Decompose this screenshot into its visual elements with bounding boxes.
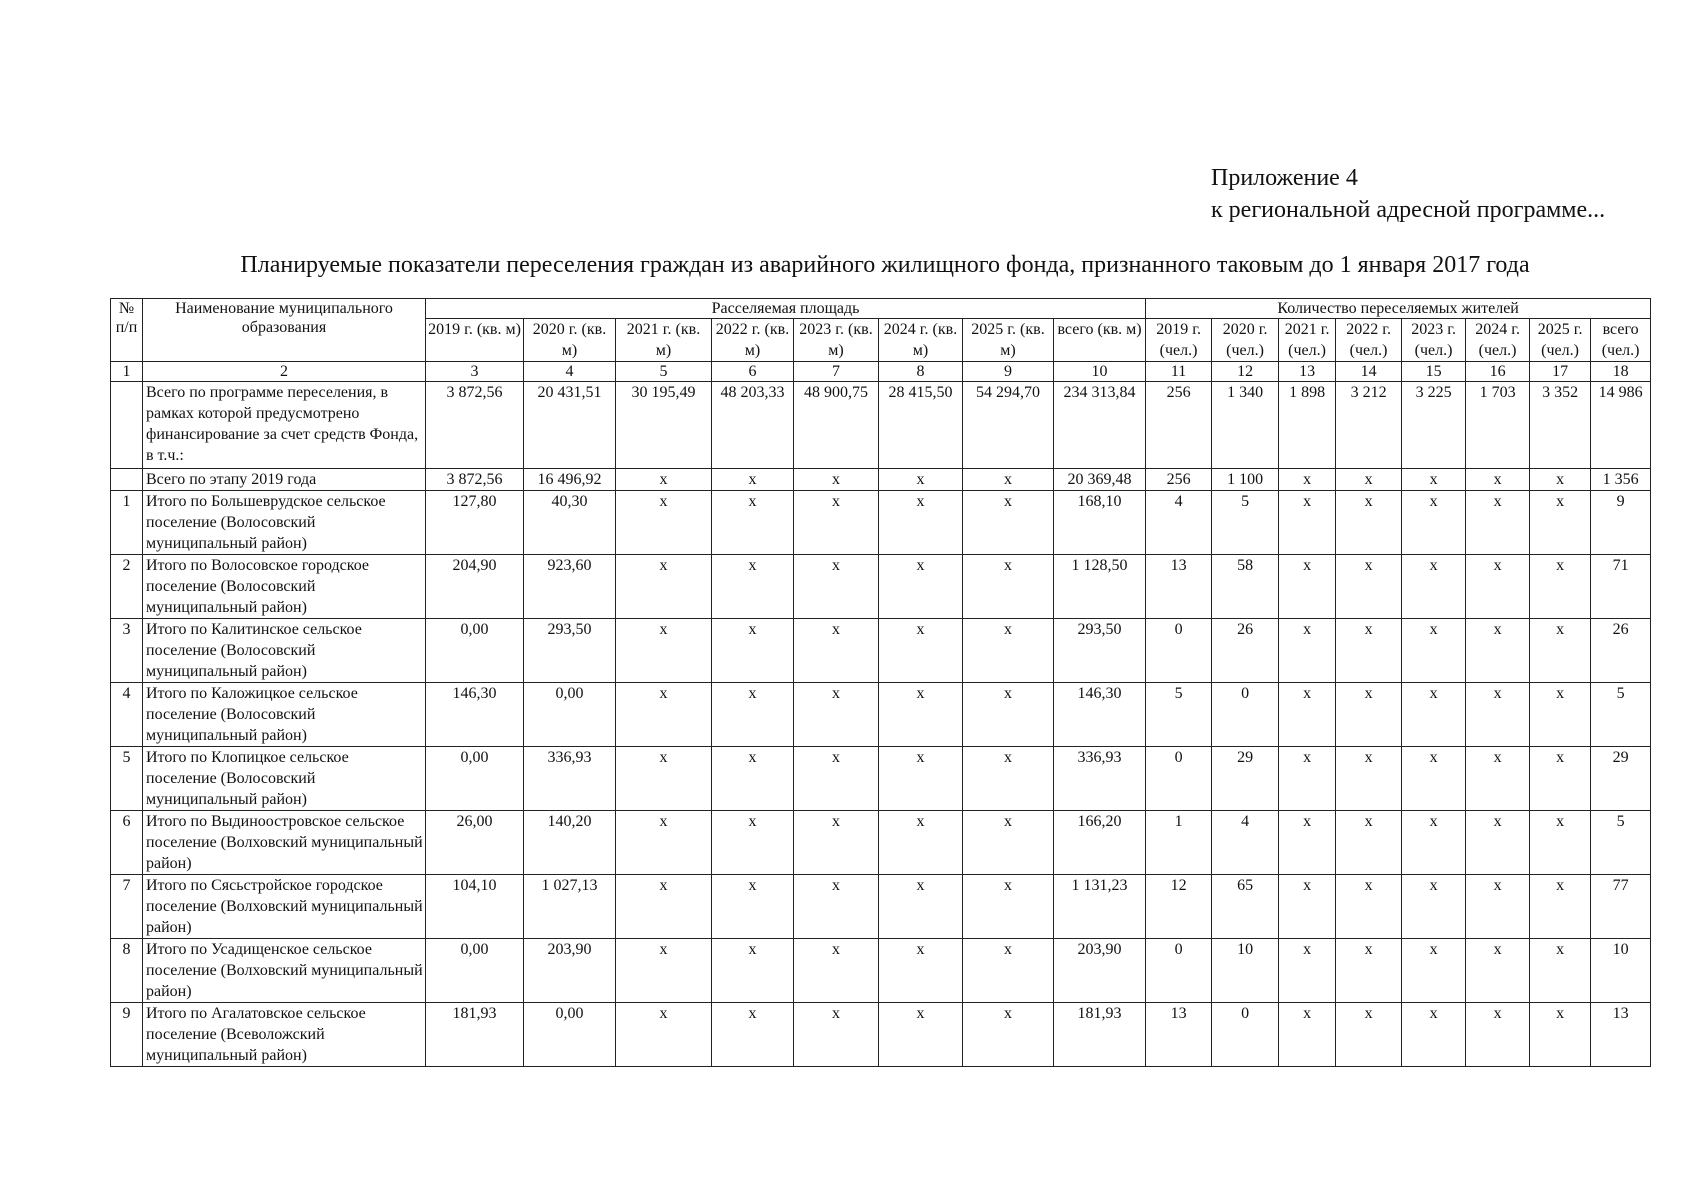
- residents-value: х: [1530, 747, 1591, 811]
- residents-value: х: [1402, 811, 1466, 875]
- municipality-name: Итого по Большеврудское сельское поселение (Волосовский муниципальный район): [143, 491, 426, 555]
- residents-value: 0: [1146, 747, 1212, 811]
- column-number: 2: [143, 362, 426, 382]
- area-value: х: [794, 555, 879, 619]
- residents-value: 71: [1591, 555, 1651, 619]
- area-value: 48 900,75: [794, 382, 879, 469]
- area-value: 293,50: [524, 619, 616, 683]
- residents-value: 5: [1591, 683, 1651, 747]
- area-value: х: [794, 491, 879, 555]
- area-value: х: [616, 555, 712, 619]
- column-number: 7: [794, 362, 879, 382]
- area-value: 181,93: [426, 1003, 524, 1067]
- residents-value: х: [1466, 555, 1530, 619]
- column-number: 9: [963, 362, 1054, 382]
- area-value: 336,93: [524, 747, 616, 811]
- residents-value: х: [1530, 683, 1591, 747]
- row-number: 6: [111, 811, 143, 875]
- area-value: х: [963, 811, 1054, 875]
- area-value: х: [712, 491, 794, 555]
- area-value: х: [616, 1003, 712, 1067]
- area-value: 336,93: [1054, 747, 1146, 811]
- row-number: 5: [111, 747, 143, 811]
- residents-value: 256: [1146, 469, 1212, 491]
- column-number: 15: [1402, 362, 1466, 382]
- header-residents-col: всего (чел.): [1591, 319, 1651, 362]
- residents-value: х: [1530, 555, 1591, 619]
- residents-value: х: [1466, 619, 1530, 683]
- area-value: х: [879, 1003, 963, 1067]
- column-number: 10: [1054, 362, 1146, 382]
- residents-value: 77: [1591, 875, 1651, 939]
- header-residents-col: 2024 г. (чел.): [1466, 319, 1530, 362]
- residents-value: х: [1402, 491, 1466, 555]
- table-row: [111, 747, 1651, 811]
- area-value: 54 294,70: [963, 382, 1054, 469]
- residents-value: 5: [1212, 491, 1279, 555]
- area-value: х: [616, 747, 712, 811]
- column-number: 1: [111, 362, 143, 382]
- area-value: х: [616, 619, 712, 683]
- table-row: [111, 939, 1651, 1003]
- residents-value: 12: [1146, 875, 1212, 939]
- residents-value: х: [1530, 875, 1591, 939]
- area-value: х: [794, 1003, 879, 1067]
- municipality-name: Всего по этапу 2019 года: [143, 469, 426, 491]
- header-residents-col: 2019 г. (чел.): [1146, 319, 1212, 362]
- area-value: х: [963, 619, 1054, 683]
- area-value: х: [963, 683, 1054, 747]
- column-number: 13: [1279, 362, 1336, 382]
- table-row: [111, 1003, 1651, 1067]
- residents-value: х: [1530, 491, 1591, 555]
- area-value: х: [794, 939, 879, 1003]
- header-residents-col: 2025 г. (чел.): [1530, 319, 1591, 362]
- row-number: 7: [111, 875, 143, 939]
- residents-value: 9: [1591, 491, 1651, 555]
- area-value: х: [712, 747, 794, 811]
- municipality-name: Итого по Агалатовское сельское поселение (Всеволожский муниципальный район): [143, 1003, 426, 1067]
- residents-value: х: [1336, 491, 1402, 555]
- row-number: 1: [111, 491, 143, 555]
- residents-value: х: [1336, 939, 1402, 1003]
- header-residents-col: 2021 г. (чел.): [1279, 319, 1336, 362]
- area-value: х: [712, 555, 794, 619]
- area-value: х: [616, 939, 712, 1003]
- area-value: х: [712, 1003, 794, 1067]
- residents-value: х: [1466, 469, 1530, 491]
- area-value: 204,90: [426, 555, 524, 619]
- area-value: 166,20: [1054, 811, 1146, 875]
- residents-value: х: [1336, 619, 1402, 683]
- residents-value: 29: [1212, 747, 1279, 811]
- residents-value: х: [1402, 1003, 1466, 1067]
- header-name: Наименование муниципального образования: [143, 299, 426, 362]
- residents-value: х: [1466, 811, 1530, 875]
- area-value: 20 431,51: [524, 382, 616, 469]
- header-residents-col: 2020 г. (чел.): [1212, 319, 1279, 362]
- area-value: х: [794, 811, 879, 875]
- residents-value: х: [1466, 683, 1530, 747]
- header-area-col: 2022 г. (кв. м): [712, 319, 794, 362]
- residents-value: 0: [1212, 683, 1279, 747]
- resettlement-table: [110, 298, 1651, 1067]
- table-row: [111, 811, 1651, 875]
- residents-value: х: [1530, 1003, 1591, 1067]
- residents-value: 10: [1212, 939, 1279, 1003]
- municipality-name: Итого по Усадищенское сельское поселение (Волховский муниципальный район): [143, 939, 426, 1003]
- table-row: [111, 683, 1651, 747]
- area-value: х: [963, 1003, 1054, 1067]
- residents-value: х: [1466, 1003, 1530, 1067]
- area-value: х: [712, 939, 794, 1003]
- residents-value: х: [1279, 555, 1336, 619]
- residents-value: х: [1279, 747, 1336, 811]
- residents-value: х: [1336, 875, 1402, 939]
- residents-value: 256: [1146, 382, 1212, 469]
- area-value: 20 369,48: [1054, 469, 1146, 491]
- header-residents-col: 2022 г. (чел.): [1336, 319, 1402, 362]
- residents-value: 4: [1146, 491, 1212, 555]
- residents-value: х: [1402, 555, 1466, 619]
- area-value: х: [879, 469, 963, 491]
- residents-value: х: [1279, 491, 1336, 555]
- area-value: х: [794, 747, 879, 811]
- municipality-name: Итого по Сясьстройское городское поселение (Волховский муниципальный район): [143, 875, 426, 939]
- residents-value: х: [1279, 619, 1336, 683]
- residents-value: х: [1530, 619, 1591, 683]
- area-value: 0,00: [524, 1003, 616, 1067]
- residents-value: 1 356: [1591, 469, 1651, 491]
- header-area-col: всего (кв. м): [1054, 319, 1146, 362]
- residents-value: х: [1279, 1003, 1336, 1067]
- table-row: [111, 469, 1651, 491]
- residents-value: 13: [1146, 1003, 1212, 1067]
- area-value: х: [712, 811, 794, 875]
- residents-value: х: [1402, 939, 1466, 1003]
- area-value: х: [794, 683, 879, 747]
- residents-value: х: [1279, 939, 1336, 1003]
- area-value: 28 415,50: [879, 382, 963, 469]
- header-residents-col: 2023 г. (чел.): [1402, 319, 1466, 362]
- header-area-col: 2020 г. (кв. м): [524, 319, 616, 362]
- area-value: 146,30: [1054, 683, 1146, 747]
- column-number: 4: [524, 362, 616, 382]
- area-value: х: [879, 555, 963, 619]
- area-value: 0,00: [524, 683, 616, 747]
- residents-value: х: [1530, 811, 1591, 875]
- residents-value: 1 703: [1466, 382, 1530, 469]
- residents-value: 26: [1212, 619, 1279, 683]
- area-value: х: [616, 683, 712, 747]
- residents-value: х: [1402, 683, 1466, 747]
- residents-value: 0: [1212, 1003, 1279, 1067]
- area-value: х: [616, 491, 712, 555]
- row-number: [111, 382, 143, 469]
- appendix-reference: к региональной адресной программе...: [1211, 197, 1606, 223]
- residents-value: 29: [1591, 747, 1651, 811]
- area-value: х: [616, 469, 712, 491]
- residents-value: х: [1336, 747, 1402, 811]
- municipality-name: Всего по программе переселения, в рамках которой предусмотрено финансирование за счет средств Фонда, в т.ч.:: [143, 382, 426, 469]
- header-area-col: 2019 г. (кв. м): [426, 319, 524, 362]
- area-value: х: [879, 811, 963, 875]
- residents-value: х: [1530, 939, 1591, 1003]
- residents-value: 1 898: [1279, 382, 1336, 469]
- residents-value: 1: [1146, 811, 1212, 875]
- area-value: 203,90: [1054, 939, 1146, 1003]
- area-value: 1 027,13: [524, 875, 616, 939]
- residents-value: 3 225: [1402, 382, 1466, 469]
- municipality-name: Итого по Волосовское городское поселение (Волосовский муниципальный район): [143, 555, 426, 619]
- area-value: х: [963, 939, 1054, 1003]
- area-value: 1 128,50: [1054, 555, 1146, 619]
- header-area-group: Расселяемая площадь: [426, 299, 1146, 319]
- residents-value: 58: [1212, 555, 1279, 619]
- table-row: [111, 875, 1651, 939]
- residents-value: 0: [1146, 619, 1212, 683]
- row-number: 9: [111, 1003, 143, 1067]
- residents-value: х: [1530, 469, 1591, 491]
- table-body: [111, 299, 1651, 1067]
- area-value: х: [794, 469, 879, 491]
- residents-value: х: [1466, 875, 1530, 939]
- column-number: 16: [1466, 362, 1530, 382]
- residents-value: х: [1279, 811, 1336, 875]
- area-value: х: [963, 469, 1054, 491]
- area-value: х: [963, 747, 1054, 811]
- area-value: х: [712, 469, 794, 491]
- row-number: 4: [111, 683, 143, 747]
- residents-value: х: [1402, 747, 1466, 811]
- area-value: 127,80: [426, 491, 524, 555]
- header-row-groups: [111, 299, 1651, 319]
- area-value: 181,93: [1054, 1003, 1146, 1067]
- residents-value: х: [1336, 811, 1402, 875]
- header-area-col: 2023 г. (кв. м): [794, 319, 879, 362]
- table-row: [111, 382, 1651, 469]
- header-area-col: 2021 г. (кв. м): [616, 319, 712, 362]
- area-value: х: [616, 875, 712, 939]
- area-value: х: [794, 875, 879, 939]
- municipality-name: Итого по Выдиноостровское сельское поселение (Волховский муниципальный район): [143, 811, 426, 875]
- header-area-col: 2024 г. (кв. м): [879, 319, 963, 362]
- area-value: 30 195,49: [616, 382, 712, 469]
- column-number: 11: [1146, 362, 1212, 382]
- residents-value: 26: [1591, 619, 1651, 683]
- area-value: х: [963, 555, 1054, 619]
- area-value: х: [963, 491, 1054, 555]
- area-value: 140,20: [524, 811, 616, 875]
- area-value: х: [879, 491, 963, 555]
- residents-value: 10: [1591, 939, 1651, 1003]
- table-row: [111, 555, 1651, 619]
- residents-value: х: [1336, 683, 1402, 747]
- residents-value: 5: [1146, 683, 1212, 747]
- residents-value: 3 212: [1336, 382, 1402, 469]
- residents-value: 1 340: [1212, 382, 1279, 469]
- document-title: Планируемые показатели переселения граждан из аварийного жилищного фонда, признанного таковым до 1 января 2017 года: [240, 252, 1530, 278]
- area-value: 203,90: [524, 939, 616, 1003]
- header-area-col: 2025 г. (кв. м): [963, 319, 1054, 362]
- area-value: 3 872,56: [426, 382, 524, 469]
- area-value: 146,30: [426, 683, 524, 747]
- municipality-name: Итого по Калитинское сельское поселение (Волосовский муниципальный район): [143, 619, 426, 683]
- column-number: 12: [1212, 362, 1279, 382]
- residents-value: 13: [1146, 555, 1212, 619]
- column-number: 5: [616, 362, 712, 382]
- residents-value: 14 986: [1591, 382, 1651, 469]
- area-value: х: [963, 875, 1054, 939]
- area-value: 1 131,23: [1054, 875, 1146, 939]
- residents-value: 65: [1212, 875, 1279, 939]
- residents-value: х: [1402, 875, 1466, 939]
- appendix-note: [1211, 162, 1605, 226]
- area-value: х: [879, 939, 963, 1003]
- column-number: 18: [1591, 362, 1651, 382]
- municipality-name: Итого по Каложицкое сельское поселение (Волосовский муниципальный район): [143, 683, 426, 747]
- residents-value: х: [1402, 619, 1466, 683]
- row-number: [111, 469, 143, 491]
- residents-value: 1 100: [1212, 469, 1279, 491]
- area-value: х: [879, 875, 963, 939]
- area-value: 26,00: [426, 811, 524, 875]
- table-row: [111, 619, 1651, 683]
- residents-value: х: [1336, 555, 1402, 619]
- municipality-name: Итого по Клопицкое сельское поселение (Волосовский муниципальный район): [143, 747, 426, 811]
- column-number: 6: [712, 362, 794, 382]
- area-value: 3 872,56: [426, 469, 524, 491]
- residents-value: х: [1279, 875, 1336, 939]
- residents-value: 5: [1591, 811, 1651, 875]
- residents-value: 4: [1212, 811, 1279, 875]
- area-value: 104,10: [426, 875, 524, 939]
- area-value: 234 313,84: [1054, 382, 1146, 469]
- row-number: 2: [111, 555, 143, 619]
- residents-value: х: [1466, 747, 1530, 811]
- area-value: 16 496,92: [524, 469, 616, 491]
- area-value: 40,30: [524, 491, 616, 555]
- residents-value: х: [1279, 469, 1336, 491]
- area-value: 0,00: [426, 619, 524, 683]
- area-value: 48 203,33: [712, 382, 794, 469]
- column-number: 17: [1530, 362, 1591, 382]
- table-row: [111, 491, 1651, 555]
- residents-value: х: [1402, 469, 1466, 491]
- area-value: х: [712, 683, 794, 747]
- row-number: 8: [111, 939, 143, 1003]
- residents-value: 3 352: [1530, 382, 1591, 469]
- header-residents-group: Количество переселяемых жителей: [1146, 299, 1651, 319]
- residents-value: 13: [1591, 1003, 1651, 1067]
- residents-value: х: [1336, 469, 1402, 491]
- area-value: 293,50: [1054, 619, 1146, 683]
- appendix-number: Приложение 4: [1211, 165, 1358, 191]
- residents-value: х: [1466, 939, 1530, 1003]
- column-number: 8: [879, 362, 963, 382]
- area-value: 168,10: [1054, 491, 1146, 555]
- area-value: 0,00: [426, 939, 524, 1003]
- residents-value: х: [1466, 491, 1530, 555]
- area-value: х: [879, 683, 963, 747]
- header-num: № п/п: [111, 299, 143, 362]
- residents-value: 0: [1146, 939, 1212, 1003]
- residents-value: х: [1336, 1003, 1402, 1067]
- area-value: х: [794, 619, 879, 683]
- area-value: х: [879, 747, 963, 811]
- column-number: 3: [426, 362, 524, 382]
- area-value: 923,60: [524, 555, 616, 619]
- area-value: х: [712, 619, 794, 683]
- row-number: 3: [111, 619, 143, 683]
- area-value: 0,00: [426, 747, 524, 811]
- area-value: х: [712, 875, 794, 939]
- area-value: х: [879, 619, 963, 683]
- area-value: х: [616, 811, 712, 875]
- residents-value: х: [1279, 683, 1336, 747]
- column-number: 14: [1336, 362, 1402, 382]
- header-row-column-numbers: [111, 362, 1651, 382]
